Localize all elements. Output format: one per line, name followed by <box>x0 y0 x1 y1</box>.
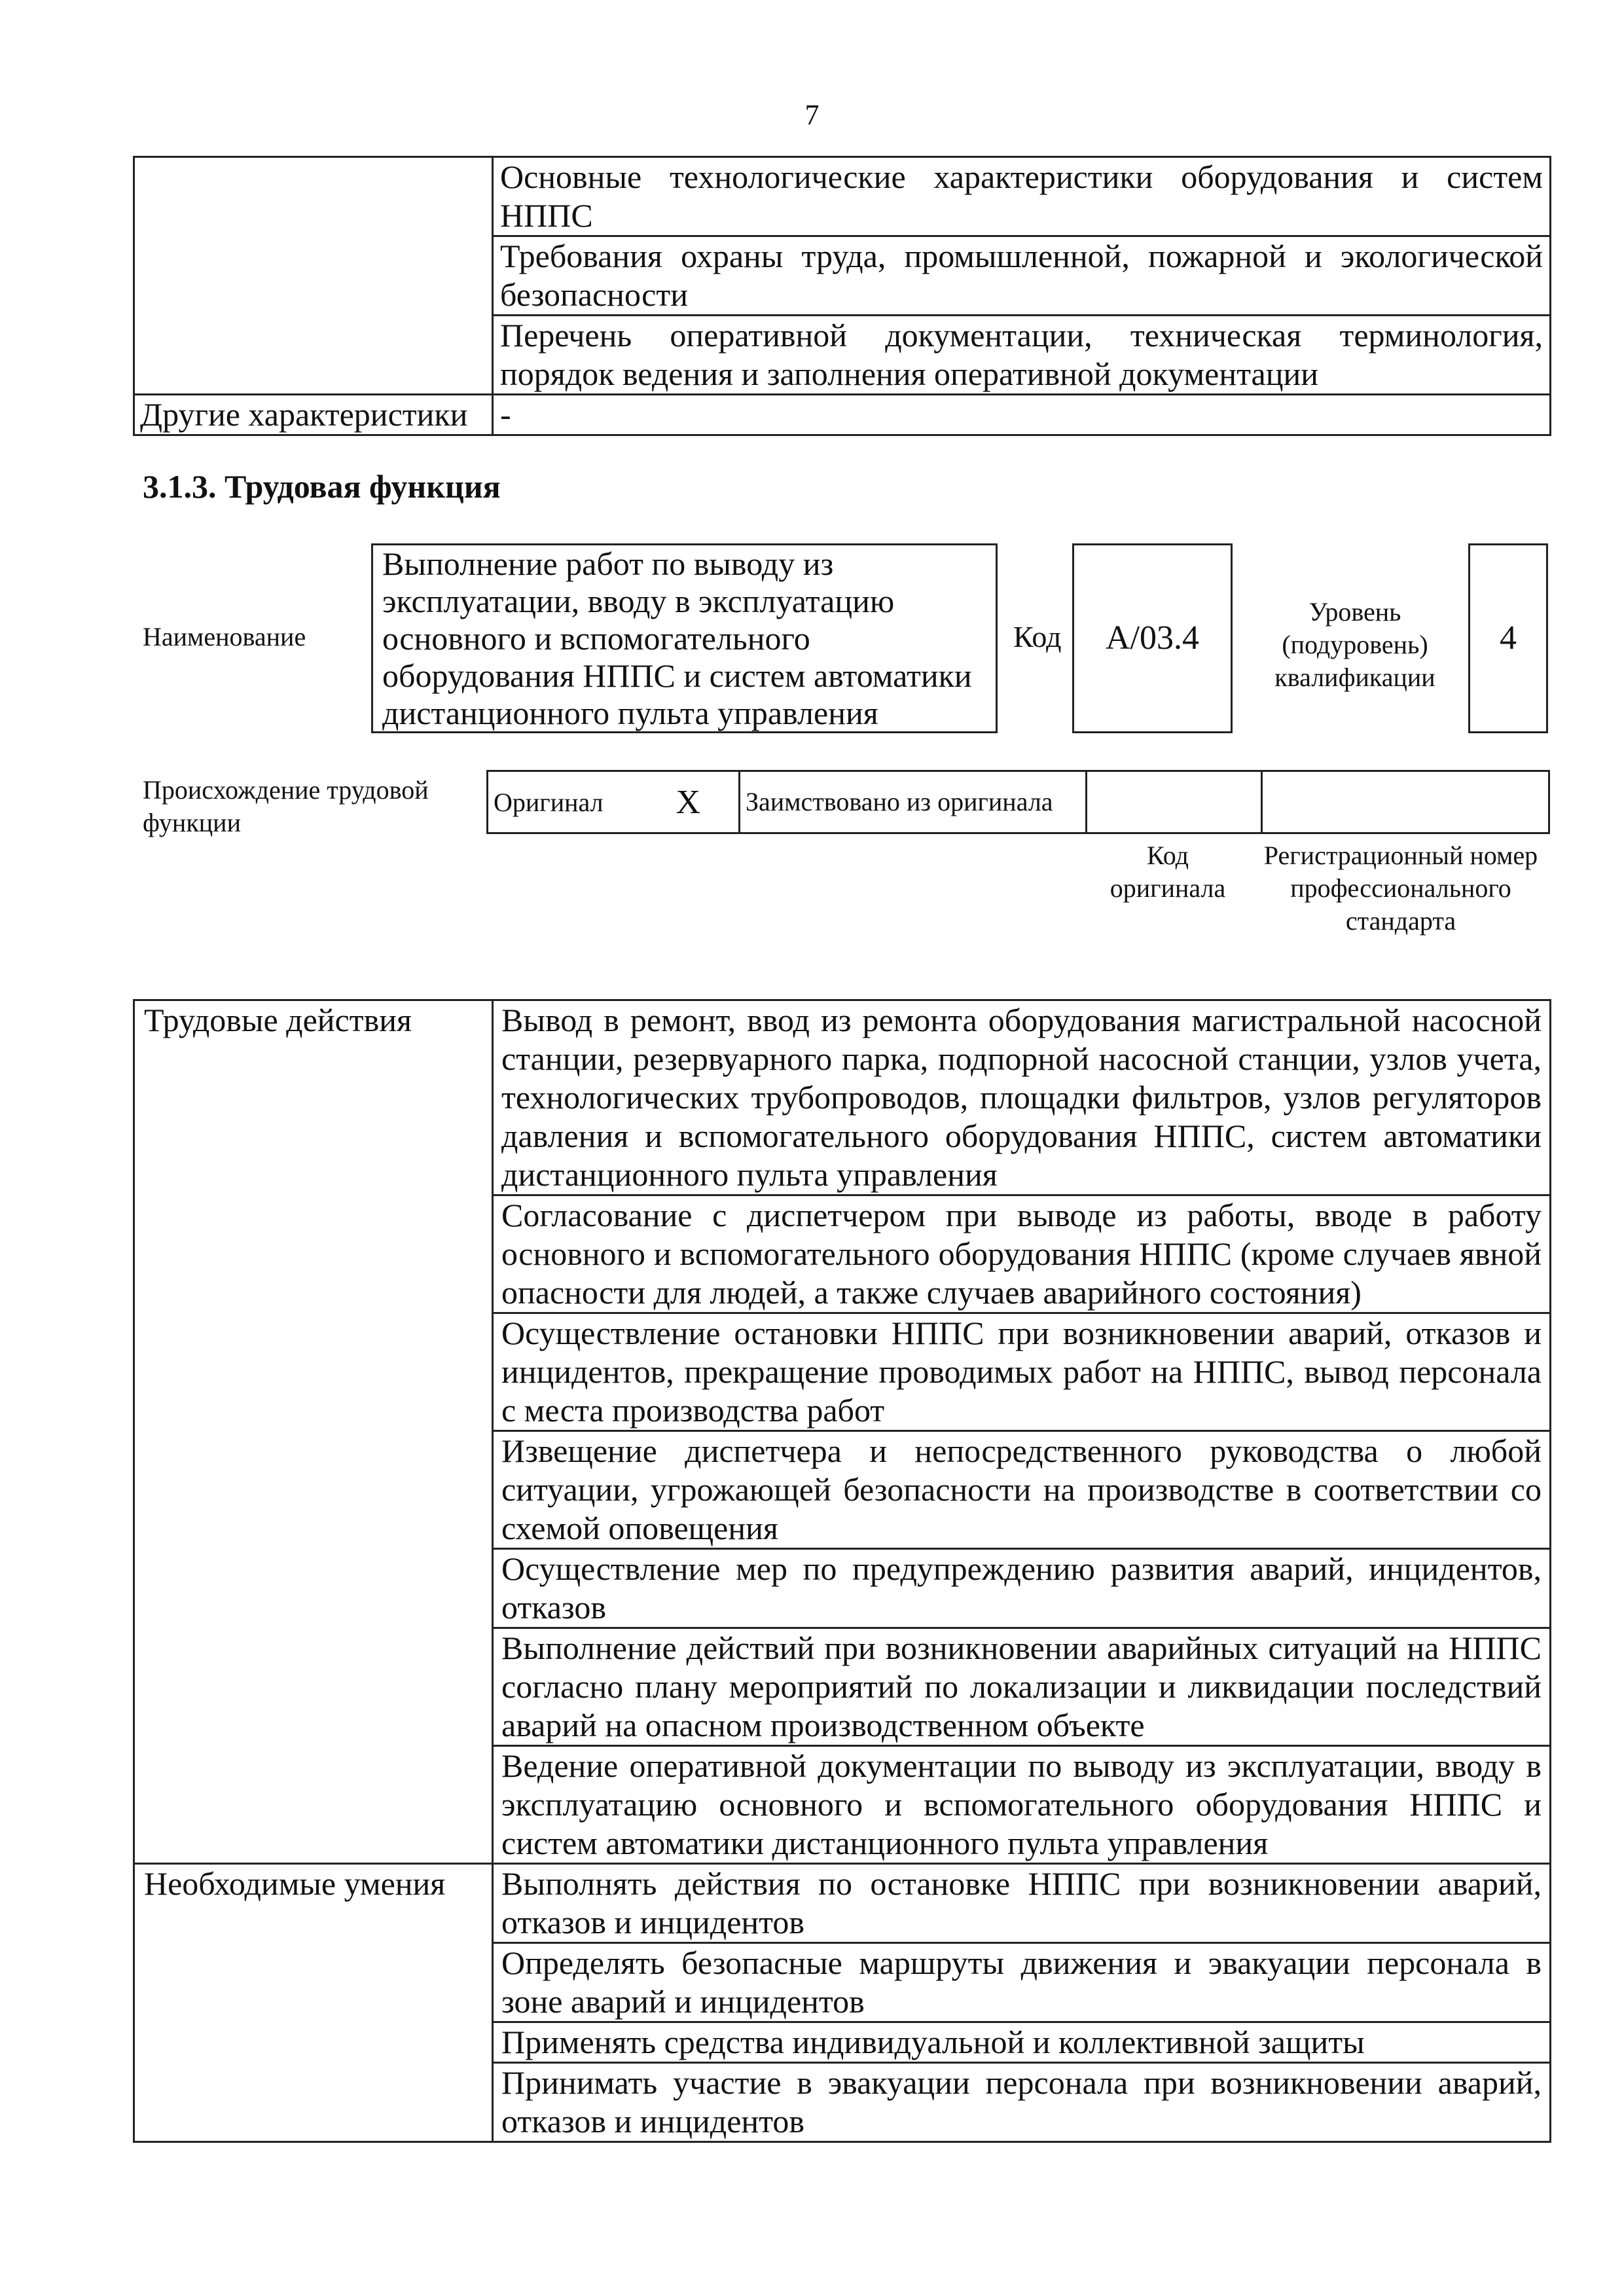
table-cell: Основные технологические характеристики оборудования и систем НППС <box>493 157 1551 236</box>
table-row <box>134 395 1551 435</box>
table-cell: Требования охраны труда, промышленной, пожарной и экологической безопасности <box>493 236 1551 316</box>
required-skill: Выполнять действия по остановке НППС при возникновении аварий, отказов и инцидентов <box>493 1864 1551 1943</box>
function-code-box: А/03.4 <box>1072 543 1233 733</box>
table-row <box>134 1864 1551 1943</box>
function-name-box: Выполнение работ по выводу из эксплуатации, вводу в эксплуатацию основного и вспомогательного оборудования НППС и систем автоматики дистанционного пульта управления <box>371 543 998 733</box>
original-code-caption: Код оригинала <box>1110 841 1226 903</box>
required-skills-label: Необходимые умения <box>134 1864 493 2142</box>
other-characteristics-value: - <box>493 395 1551 435</box>
origin-table <box>486 770 1550 834</box>
required-skill: Принимать участие в эвакуации персонала при возникновении аварий, отказов и инцидентов <box>493 2063 1551 2142</box>
table-cell-empty <box>134 157 493 395</box>
origin-label: Происхождение трудовой функции <box>143 775 429 837</box>
labor-action: Согласование с диспетчером при выводе из работы, вводе в работу основного и вспомогательного оборудования НППС (кроме случаев явной опасности для людей, а также случаев аварийного состояния) <box>493 1195 1551 1313</box>
original-label: Оригинал <box>488 771 638 833</box>
labor-action: Вывод в ремонт, ввод из ремонта оборудования магистральной насосной станции, резервуарного парка, подпорной насосной станции, узлов учета, технологических трубопроводов, площадки фильтров, узлов регуляторов давления и вспомогательного оборудования НППС, систем автоматики дистанционного пульта управления <box>493 1000 1551 1195</box>
required-skill: Определять безопасные маршруты движения и эвакуации персонала в зоне аварий и инцидентов <box>493 1943 1551 2022</box>
table-row <box>134 1000 1551 1195</box>
labor-action: Ведение оперативной документации по выводу из эксплуатации, вводу в эксплуатацию основного и вспомогательного оборудования НППС и систем автоматики дистанционного пульта управления <box>493 1746 1551 1864</box>
qualification-level-label: Уровень (подуровень) квалификации <box>1274 597 1435 692</box>
labor-function-table <box>133 999 1551 2143</box>
table-cell: Перечень оперативной документации, техническая терминология, порядок ведения и заполнения оперативной документации <box>493 316 1551 395</box>
top-characteristics-table <box>133 156 1551 436</box>
table-row <box>134 157 1551 236</box>
original-mark: X <box>638 771 740 833</box>
labor-action: Выполнение действий при возникновении аварийных ситуаций на НППС согласно плану мероприятий по локализации и ликвидации последствий аварий на опасном производственном объекте <box>493 1628 1551 1746</box>
labor-action: Извещение диспетчера и непосредственного руководства о любой ситуации, угрожающей безопасности на производстве в соответствии со схемой оповещения <box>493 1431 1551 1549</box>
qualification-level-box: 4 <box>1468 543 1548 733</box>
required-skill: Применять средства индивидуальной и коллективной защиты <box>493 2022 1551 2063</box>
section-title: 3.1.3. Трудовая функция <box>143 468 501 505</box>
name-label: Наименование <box>143 622 306 651</box>
borrowed-label: Заимствовано из оригинала <box>740 771 1087 833</box>
code-label: Код <box>1013 620 1062 653</box>
registration-number-cell <box>1262 771 1549 833</box>
table-row <box>488 771 1549 833</box>
original-code-cell <box>1087 771 1262 833</box>
labor-action: Осуществление мер по предупреждению развития аварий, инцидентов, отказов <box>493 1549 1551 1628</box>
labor-action: Осуществление остановки НППС при возникновении аварий, отказов и инцидентов, прекращение проводимых работ на НППС, вывод персонала с места производства работ <box>493 1313 1551 1431</box>
registration-number-caption: Регистрационный номер профессионального стандарта <box>1263 841 1538 936</box>
page-number: 7 <box>804 99 820 131</box>
other-characteristics-label: Другие характеристики <box>134 395 493 435</box>
labor-actions-label: Трудовые действия <box>134 1000 493 1864</box>
